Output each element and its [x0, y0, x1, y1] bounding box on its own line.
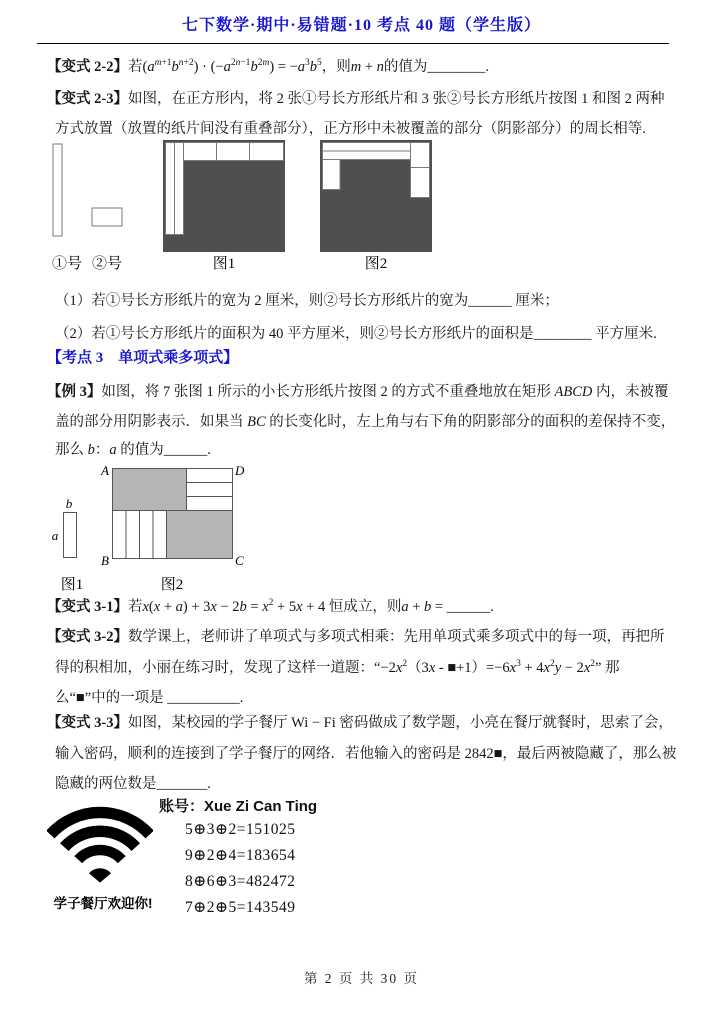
- wifi-equations: [185, 817, 295, 921]
- problem-v31: 【变式 3-1】若$x(x + a) + 3x - 2b = x^2 + 5x + 4$ 恒成立，则a + b = ______.: [47, 598, 494, 615]
- label-b: b: [65, 496, 73, 511]
- label-C: C: [235, 553, 244, 568]
- problem-v33-line3: 隐藏的两位数是_______.: [55, 776, 211, 792]
- page-number: 第 2 页 共 30 页: [303, 971, 420, 986]
- small-paper-rect: [64, 513, 77, 558]
- problem-v33-line1: 【变式 3-3】如图，某校园的学子餐厅 Wi − Fi 密码做成了数学题，小亮在餐厅就餐时，思索了会，: [47, 715, 673, 731]
- problem-v23-line2: 方式放置（放置的纸片间没有重叠部分），正方形中未被覆盖的部分（阴影部分）的周长相等.: [55, 121, 646, 137]
- label-A: A: [101, 463, 109, 478]
- problem-v23-line1: 【变式 2-3】如图，在正方形内，将 2 张①号长方形纸片和 3 张②号长方形纸片按图 1 和图 2 两种: [47, 91, 665, 107]
- label-D: D: [235, 463, 245, 478]
- figure2-square: [321, 141, 432, 273]
- figure-rectangle-abcd: [45, 458, 305, 596]
- wifi-equation-3: 8⊕6⊕3=482472: [185, 873, 296, 890]
- rect-abcd: [113, 469, 233, 559]
- section-heading-kaodian3: 【考点 3 单项式乘多项式】: [47, 350, 239, 366]
- figure-squares-overlap: [45, 140, 445, 275]
- paper2-rect: [92, 208, 122, 226]
- fig1-caption: 图1: [60, 577, 84, 593]
- question-1: （1）若①号长方形纸片的宽为 2 厘米，则②号长方形纸片的宽为______ 厘米；: [55, 293, 559, 309]
- example3-line1: 【例 3】如图，将 7 张图 1 所示的小长方形纸片按图 2 的方式不重叠地放在矩形 ABCD 内，未被覆: [47, 384, 669, 400]
- figure2-caption: 图2: [364, 256, 388, 272]
- fig2-caption: 图2: [160, 577, 184, 593]
- wifi-equation-2: 9⊕2⊕4=183654: [185, 847, 296, 864]
- label-a: a: [51, 528, 59, 543]
- problem-v32-line2: 得的积相加，小丽在练习时，发现了这样一道题：“$-2x^2(3x$ - $■+1)=-6x^3 + 4x^2y - 2x^2$” 那: [55, 659, 620, 676]
- problem-v32-line3: 么“■”中的一项是 __________.: [55, 690, 244, 706]
- wifi-caption: 学子餐厅欢迎你!: [53, 896, 153, 911]
- problem-v32-line1: 【变式 3-2】数学课上，老师讲了单项式与多项式相乘：先用单项式乘多项式中的每一项，再把所: [47, 629, 665, 645]
- wifi-figure: [47, 792, 437, 926]
- paper2-label: ②号: [91, 256, 123, 272]
- wifi-account-label: 账号：Xue Zi Can Ting: [159, 798, 318, 815]
- wifi-equation-1: 5⊕3⊕2=151025: [185, 821, 296, 838]
- paper1-strip: [53, 144, 62, 236]
- page-title: 七下数学·期中·易错题·10 考点 40 题（学生版）: [181, 17, 541, 34]
- label-B: B: [101, 553, 109, 568]
- problem-v22: 【变式 2-2】若$(a^{m+1}b^{n+2}) \cdot (-a^{2n-1}b^{2m}) = -a^3b^5$，则m + n的值为________.: [47, 58, 490, 75]
- problem-v33-line2: 输入密码，顺利的连接到了学子餐厅的网络．若他输入的密码是 2842■，最后两被隐藏了，那么被: [55, 746, 677, 762]
- figure1-square: [164, 141, 285, 273]
- question-2: （2）若①号长方形纸片的面积为 40 平方厘米，则②号长方形纸片的面积是________ 平方厘米.: [55, 326, 657, 342]
- example3-line2: 盖的部分用阴影表示．如果当 BC 的长变化时，左上角与右下角的阴影部分的面积的差保持不变，: [55, 414, 676, 430]
- figure1-caption: 图1: [212, 256, 236, 272]
- wifi-icon: [47, 796, 153, 886]
- header-divider: [37, 43, 669, 44]
- example3-line3: 那么 b：a 的值为______.: [55, 442, 211, 458]
- wifi-equation-4: 7⊕2⊕5=143549: [185, 899, 296, 916]
- paper1-label: ①号: [51, 256, 83, 272]
